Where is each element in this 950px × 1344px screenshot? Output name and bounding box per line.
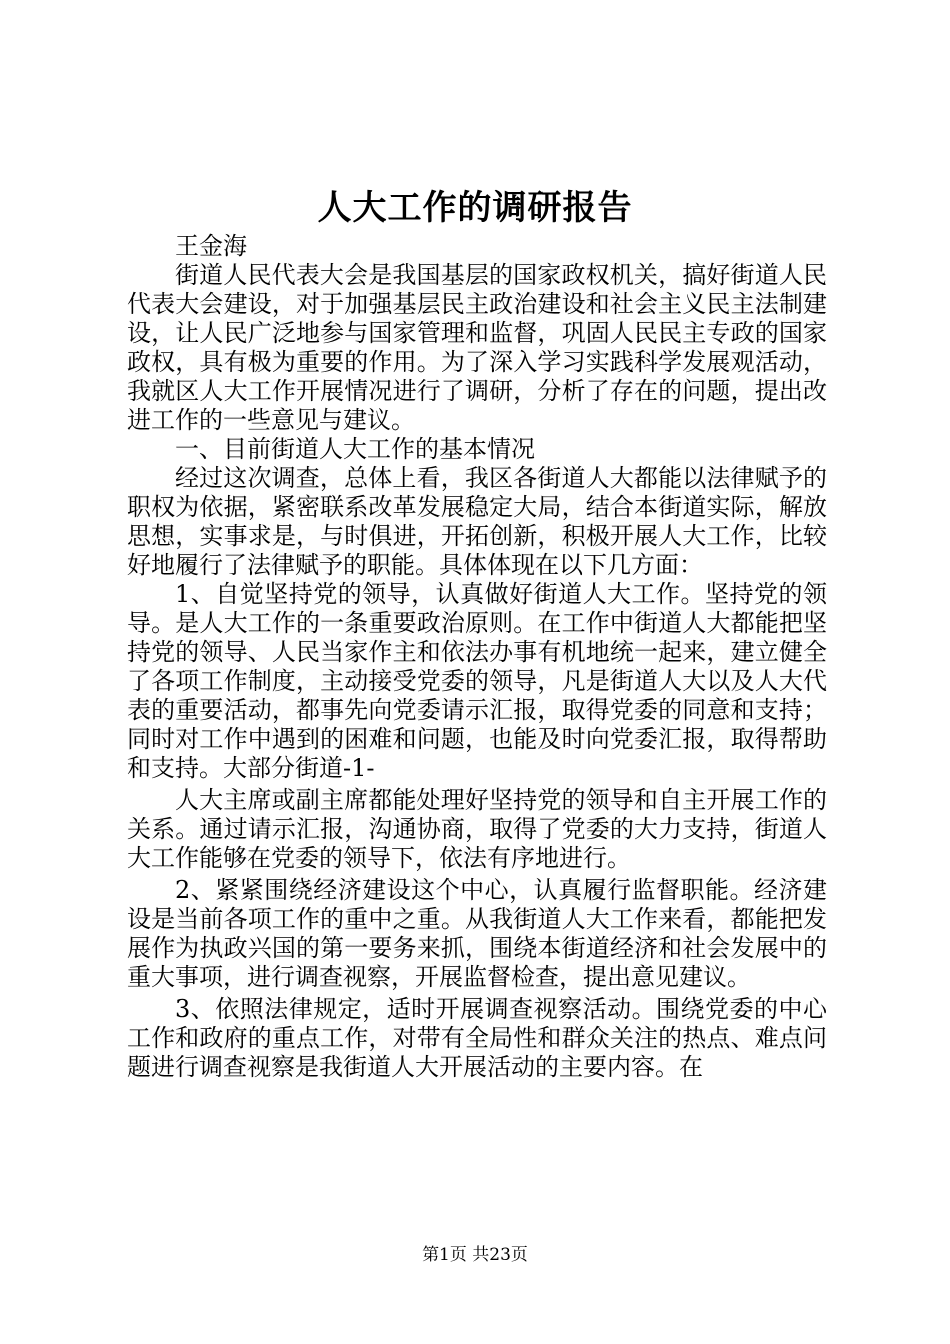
- paragraph: 经过这次调查，总体上看，我区各街道人大都能以法律赋予的职权为依据，紧密联系改革发展稳定大局，结合本街道实际，解放思想，实事求是，与时俱进，开拓创新，积极开展人大工作，比较好地履行了法律赋予的职能。具体体现在以下几方面：: [127, 464, 827, 579]
- paragraph: 2、紧紧围绕经济建设这个中心，认真履行监督职能。经济建设是当前各项工作的重中之重。从我街道人大工作来看，都能把发展作为执政兴国的第一要务来抓，围绕本街道经济和社会发展中的重大事项，进行调查视察，开展监督检查，提出意见建议。: [127, 876, 827, 991]
- paragraph: 人大主席或副主席都能处理好坚持党的领导和自主开展工作的关系。通过请示汇报，沟通协商，取得了党委的大力支持，街道人大工作能够在党委的领导下，依法有序地进行。: [127, 786, 827, 872]
- document-title: 人大工作的调研报告: [317, 188, 633, 228]
- paragraph: 1、自觉坚持党的领导，认真做好街道人大工作。坚持党的领导。是人大工作的一条重要政治原则。在工作中街道人大都能把坚持党的领导、人民当家作主和依法办事有机地统一起来，建立健全了各项工作制度，主动接受党委的领导，凡是街道人大以及人大代表的重要活动，都事先向党委请示汇报，取得党委的同意和支持；同时对工作中遇到的困难和问题，也能及时向党委汇报，取得帮助和支持。大部分街道-1-: [127, 580, 827, 782]
- author-line: 王金海: [175, 232, 247, 260]
- section-heading: 一、目前街道人大工作的基本情况: [175, 435, 535, 463]
- paragraph: 街道人民代表大会是我国基层的国家政权机关，搞好街道人民代表大会建设，对于加强基层民主政治建设和社会主义民主法制建设，让人民广泛地参与国家管理和监督，巩固人民民主专政的国家政权，具有极为重要的作用。为了深入学习实践科学发展观活动，我就区人大工作开展情况进行了调研，分析了存在的问题，提出改进工作的一些意见与建议。: [127, 261, 827, 434]
- page-footer: 第1页 共23页: [422, 1245, 528, 1265]
- document-body: [127, 232, 827, 1082]
- paragraph: 3、依照法律规定，适时开展调查视察活动。围绕党委的中心工作和政府的重点工作，对带有全局性和群众关注的热点、难点问题进行调查视察是我街道人大开展活动的主要内容。在: [127, 995, 827, 1081]
